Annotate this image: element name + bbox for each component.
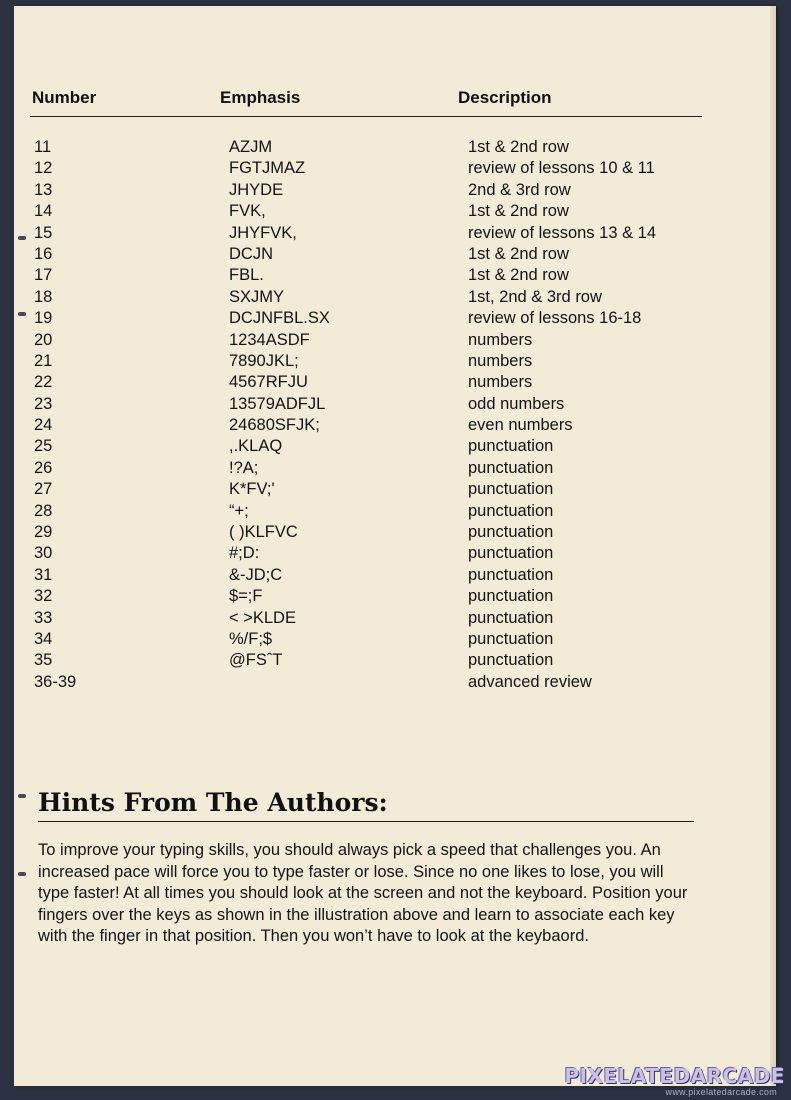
watermark-url: www.pixelatedarcade.com bbox=[665, 1087, 777, 1097]
table-row bbox=[30, 501, 702, 522]
lesson-table-header bbox=[30, 88, 702, 117]
lesson-emphasis: 7890JKL; bbox=[229, 351, 299, 370]
lesson-number: 22 bbox=[34, 373, 53, 392]
lesson-emphasis: “+; bbox=[229, 501, 249, 520]
page-edge bbox=[770, 6, 776, 1086]
table-row bbox=[30, 586, 702, 607]
lesson-emphasis: ,.KLAQ bbox=[229, 437, 283, 456]
lesson-emphasis: FBL. bbox=[229, 266, 264, 285]
hints-paragraph: To improve your typing skills, you should always pick a speed that challenges you. An increased pace will force you to type faster or lose. Since no one likes to lose, you will type faster! At all times you should look at the screen and not the keyboard. Position your fingers over the keys as shown in the illustration above and learn to associate each key with the finger in that position. Then you won’t have to look at the keybaord. bbox=[38, 841, 688, 946]
lesson-number: 11 bbox=[34, 138, 52, 156]
table-row bbox=[30, 522, 702, 543]
lesson-description: punctuation bbox=[468, 458, 554, 477]
lesson-description: numbers bbox=[468, 373, 533, 392]
lesson-description: review of lessons 16-18 bbox=[468, 309, 642, 328]
lesson-description: review of lessons 13 & 14 bbox=[468, 223, 657, 242]
table-row bbox=[30, 137, 702, 158]
table-row bbox=[30, 629, 702, 650]
lesson-number: 33 bbox=[34, 608, 53, 627]
lesson-number: 25 bbox=[34, 437, 53, 456]
table-row bbox=[30, 458, 702, 479]
table-row bbox=[30, 479, 702, 500]
lesson-number: 18 bbox=[34, 287, 53, 306]
lesson-emphasis: !?A; bbox=[229, 458, 259, 477]
binding-hole bbox=[18, 794, 26, 798]
lesson-emphasis: @FSˆT bbox=[229, 651, 283, 670]
lesson-number: 36-39 bbox=[34, 672, 77, 691]
lesson-emphasis: $=;F bbox=[229, 587, 263, 606]
lesson-description: 1st & 2nd row bbox=[468, 266, 569, 285]
table-row bbox=[30, 436, 702, 457]
lesson-number: 24 bbox=[34, 416, 53, 435]
description-column-header: Description bbox=[458, 88, 552, 107]
lesson-number: 13 bbox=[34, 180, 53, 199]
lesson-number: 12 bbox=[34, 159, 53, 178]
binding-hole bbox=[18, 236, 26, 240]
lesson-number: 30 bbox=[34, 544, 53, 563]
table-row bbox=[30, 265, 702, 286]
table-row bbox=[30, 608, 702, 629]
lesson-emphasis: ( )KLFVC bbox=[229, 523, 298, 542]
lesson-emphasis: 4567RFJU bbox=[229, 373, 308, 392]
lesson-emphasis: FGTJMAZ bbox=[229, 159, 306, 178]
lesson-emphasis: 1234ASDF bbox=[229, 330, 310, 349]
lesson-description: advanced review bbox=[468, 672, 592, 691]
hints-title: Hints From The Authors: bbox=[38, 788, 388, 817]
lesson-number: 34 bbox=[34, 629, 53, 648]
lesson-description: punctuation bbox=[468, 437, 554, 456]
hints-divider bbox=[38, 821, 694, 822]
lesson-number: 23 bbox=[34, 394, 53, 413]
lesson-number: 20 bbox=[34, 330, 53, 349]
lesson-emphasis: DCJNFBL.SX bbox=[229, 309, 330, 328]
lesson-description: punctuation bbox=[468, 523, 554, 542]
lesson-number: 15 bbox=[34, 223, 53, 242]
lesson-emphasis: &-JD;C bbox=[229, 565, 283, 584]
table-row bbox=[30, 415, 702, 436]
lesson-number: 27 bbox=[34, 480, 53, 499]
lesson-description: 1st & 2nd row bbox=[468, 202, 569, 221]
table-row bbox=[30, 244, 702, 265]
lesson-emphasis: JHYDE bbox=[229, 180, 284, 199]
lesson-number: 26 bbox=[34, 458, 53, 477]
lesson-emphasis: < >KLDE bbox=[229, 608, 296, 627]
lesson-emphasis: %/F;$ bbox=[229, 629, 273, 648]
lesson-description: 1st & 2nd row bbox=[468, 244, 569, 263]
lesson-description: punctuation bbox=[468, 501, 554, 520]
lesson-description: 1st & 2nd row bbox=[468, 138, 569, 156]
lesson-description: 2nd & 3rd row bbox=[468, 180, 571, 199]
lesson-emphasis: SXJMY bbox=[229, 287, 285, 306]
table-row bbox=[30, 223, 702, 244]
lesson-emphasis: 13579ADFJL bbox=[229, 394, 326, 413]
table-row bbox=[30, 543, 702, 564]
lesson-description: odd numbers bbox=[468, 394, 565, 413]
table-row bbox=[30, 351, 702, 372]
lesson-number: 35 bbox=[34, 651, 53, 670]
lesson-number: 31 bbox=[34, 565, 53, 584]
lesson-number: 32 bbox=[34, 587, 53, 606]
lesson-emphasis: JHYFVK, bbox=[229, 223, 297, 242]
table-row bbox=[30, 180, 702, 201]
table-row bbox=[30, 650, 702, 671]
watermark-logo: PIXELATEDARCADE bbox=[564, 1064, 785, 1088]
binding-hole bbox=[18, 872, 26, 876]
lesson-number: 17 bbox=[34, 266, 53, 285]
table-row bbox=[30, 287, 702, 308]
lesson-number: 19 bbox=[34, 309, 53, 328]
table-row bbox=[30, 565, 702, 586]
lesson-emphasis: DCJN bbox=[229, 244, 273, 263]
lesson-emphasis: AZJM bbox=[229, 138, 273, 156]
lesson-number: 16 bbox=[34, 244, 53, 263]
lesson-description: punctuation bbox=[468, 608, 554, 627]
lesson-description: numbers bbox=[468, 330, 533, 349]
lesson-description: punctuation bbox=[468, 651, 554, 670]
lesson-description: punctuation bbox=[468, 587, 554, 606]
lesson-description: punctuation bbox=[468, 544, 554, 563]
lesson-description: punctuation bbox=[468, 565, 554, 584]
table-row bbox=[30, 308, 702, 329]
lesson-description: punctuation bbox=[468, 480, 554, 499]
lesson-emphasis: #;D: bbox=[229, 544, 260, 563]
lesson-number: 14 bbox=[34, 202, 53, 221]
table-row bbox=[30, 201, 702, 222]
lesson-description: review of lessons 10 & 11 bbox=[468, 159, 655, 178]
emphasis-column-header: Emphasis bbox=[220, 88, 301, 107]
table-row bbox=[30, 330, 702, 351]
lesson-description: punctuation bbox=[468, 629, 554, 648]
lesson-number: 29 bbox=[34, 523, 53, 542]
table-row bbox=[30, 672, 702, 693]
lesson-table-body bbox=[30, 137, 702, 693]
table-row bbox=[30, 394, 702, 415]
lesson-description: 1st, 2nd & 3rd row bbox=[468, 287, 602, 306]
table-row bbox=[30, 372, 702, 393]
lesson-emphasis: K*FV;' bbox=[229, 480, 275, 499]
lesson-number: 21 bbox=[34, 351, 53, 370]
lesson-description: numbers bbox=[468, 351, 533, 370]
number-column-header: Number bbox=[32, 88, 97, 107]
lesson-description: even numbers bbox=[468, 416, 573, 435]
binding-hole bbox=[18, 312, 26, 316]
lesson-number: 28 bbox=[34, 501, 53, 520]
table-row bbox=[30, 158, 702, 179]
lesson-emphasis: FVK, bbox=[229, 202, 266, 221]
lesson-emphasis: 24680SFJK; bbox=[229, 416, 320, 435]
